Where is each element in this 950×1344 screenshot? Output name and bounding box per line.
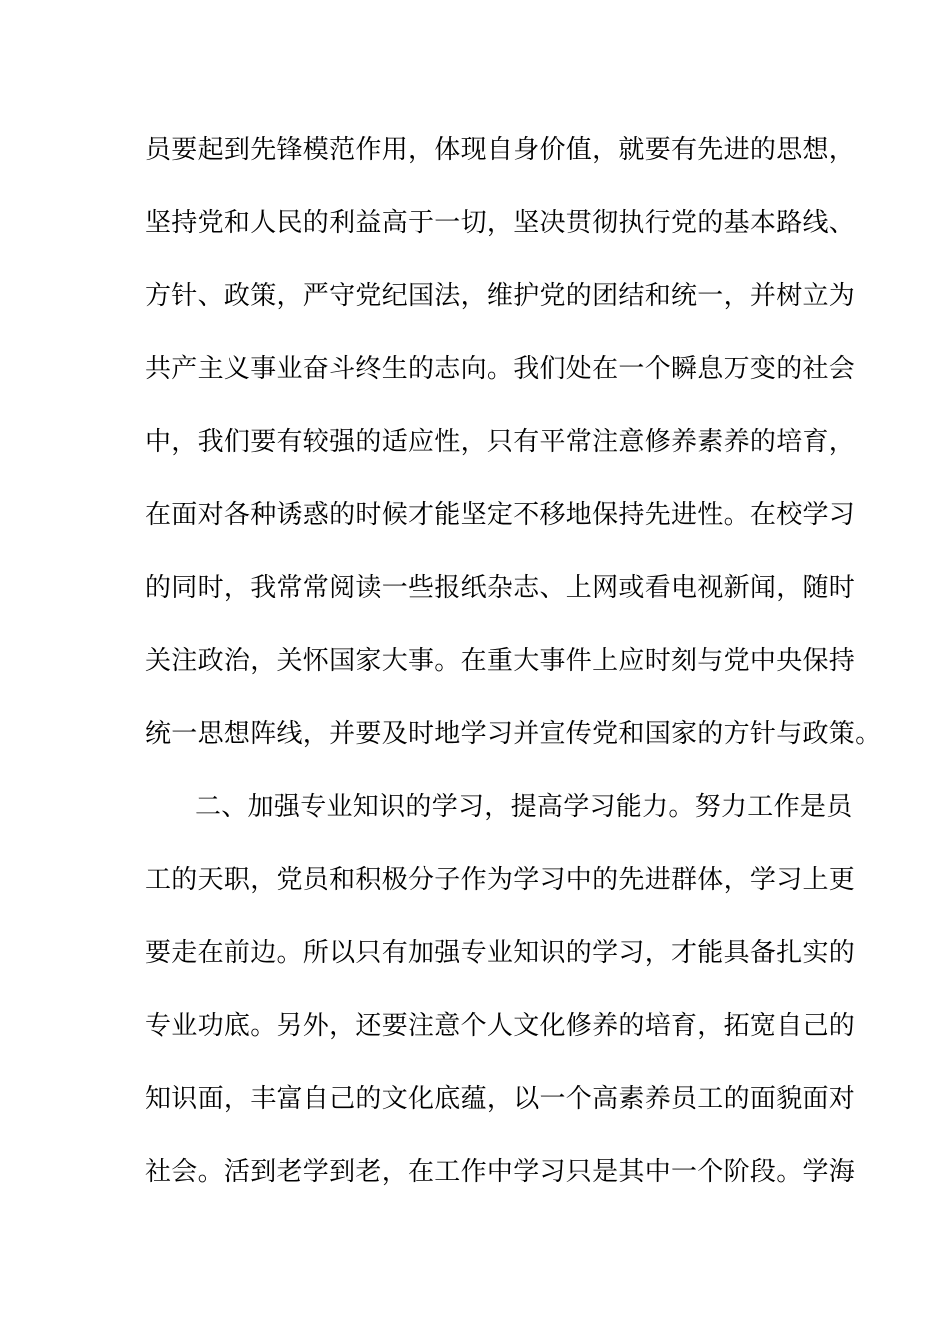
section-heading-line: 二、加强专业知识的学习，提高学习能力。努力工作是员 [195,792,853,822]
text-line: 中，我们要有较强的适应性，只有平常注意修养素养的培育， [145,427,856,457]
text-line: 要走在前边。所以只有加强专业知识的学习，才能具备扎实的 [145,938,856,968]
text-line: 员要起到先锋模范作用，体现自身价值，就要有先进的思想， [145,135,856,165]
text-line: 专业功底。另外，还要注意个人文化修养的培育，拓宽自己的 [145,1011,856,1041]
text-line: 共产主义事业奋斗终生的志向。我们处在一个瞬息万变的社会 [145,354,856,384]
text-line: 社会。活到老学到老，在工作中学习只是其中一个阶段。学海 [145,1157,856,1187]
text-line: 的同时，我常常阅读一些报纸杂志、上网或看电视新闻，随时 [145,573,856,603]
text-line: 统一思想阵线，并要及时地学习并宣传党和国家的方针与政策。 [145,719,882,749]
text-line: 在面对各种诱惑的时候才能坚定不移地保持先进性。在校学习 [145,500,856,530]
text-line: 关注政治，关怀国家大事。在重大事件上应时刻与党中央保持 [145,646,856,676]
text-line: 方针、政策，严守党纪国法，维护党的团结和统一，并树立为 [145,281,856,311]
text-line: 工的天职，党员和积极分子作为学习中的先进群体，学习上更 [145,865,856,895]
text-line: 坚持党和人民的利益高于一切，坚决贯彻执行党的基本路线、 [145,208,856,238]
text-line: 知识面，丰富自己的文化底蕴，以一个高素养员工的面貌面对 [145,1084,856,1114]
